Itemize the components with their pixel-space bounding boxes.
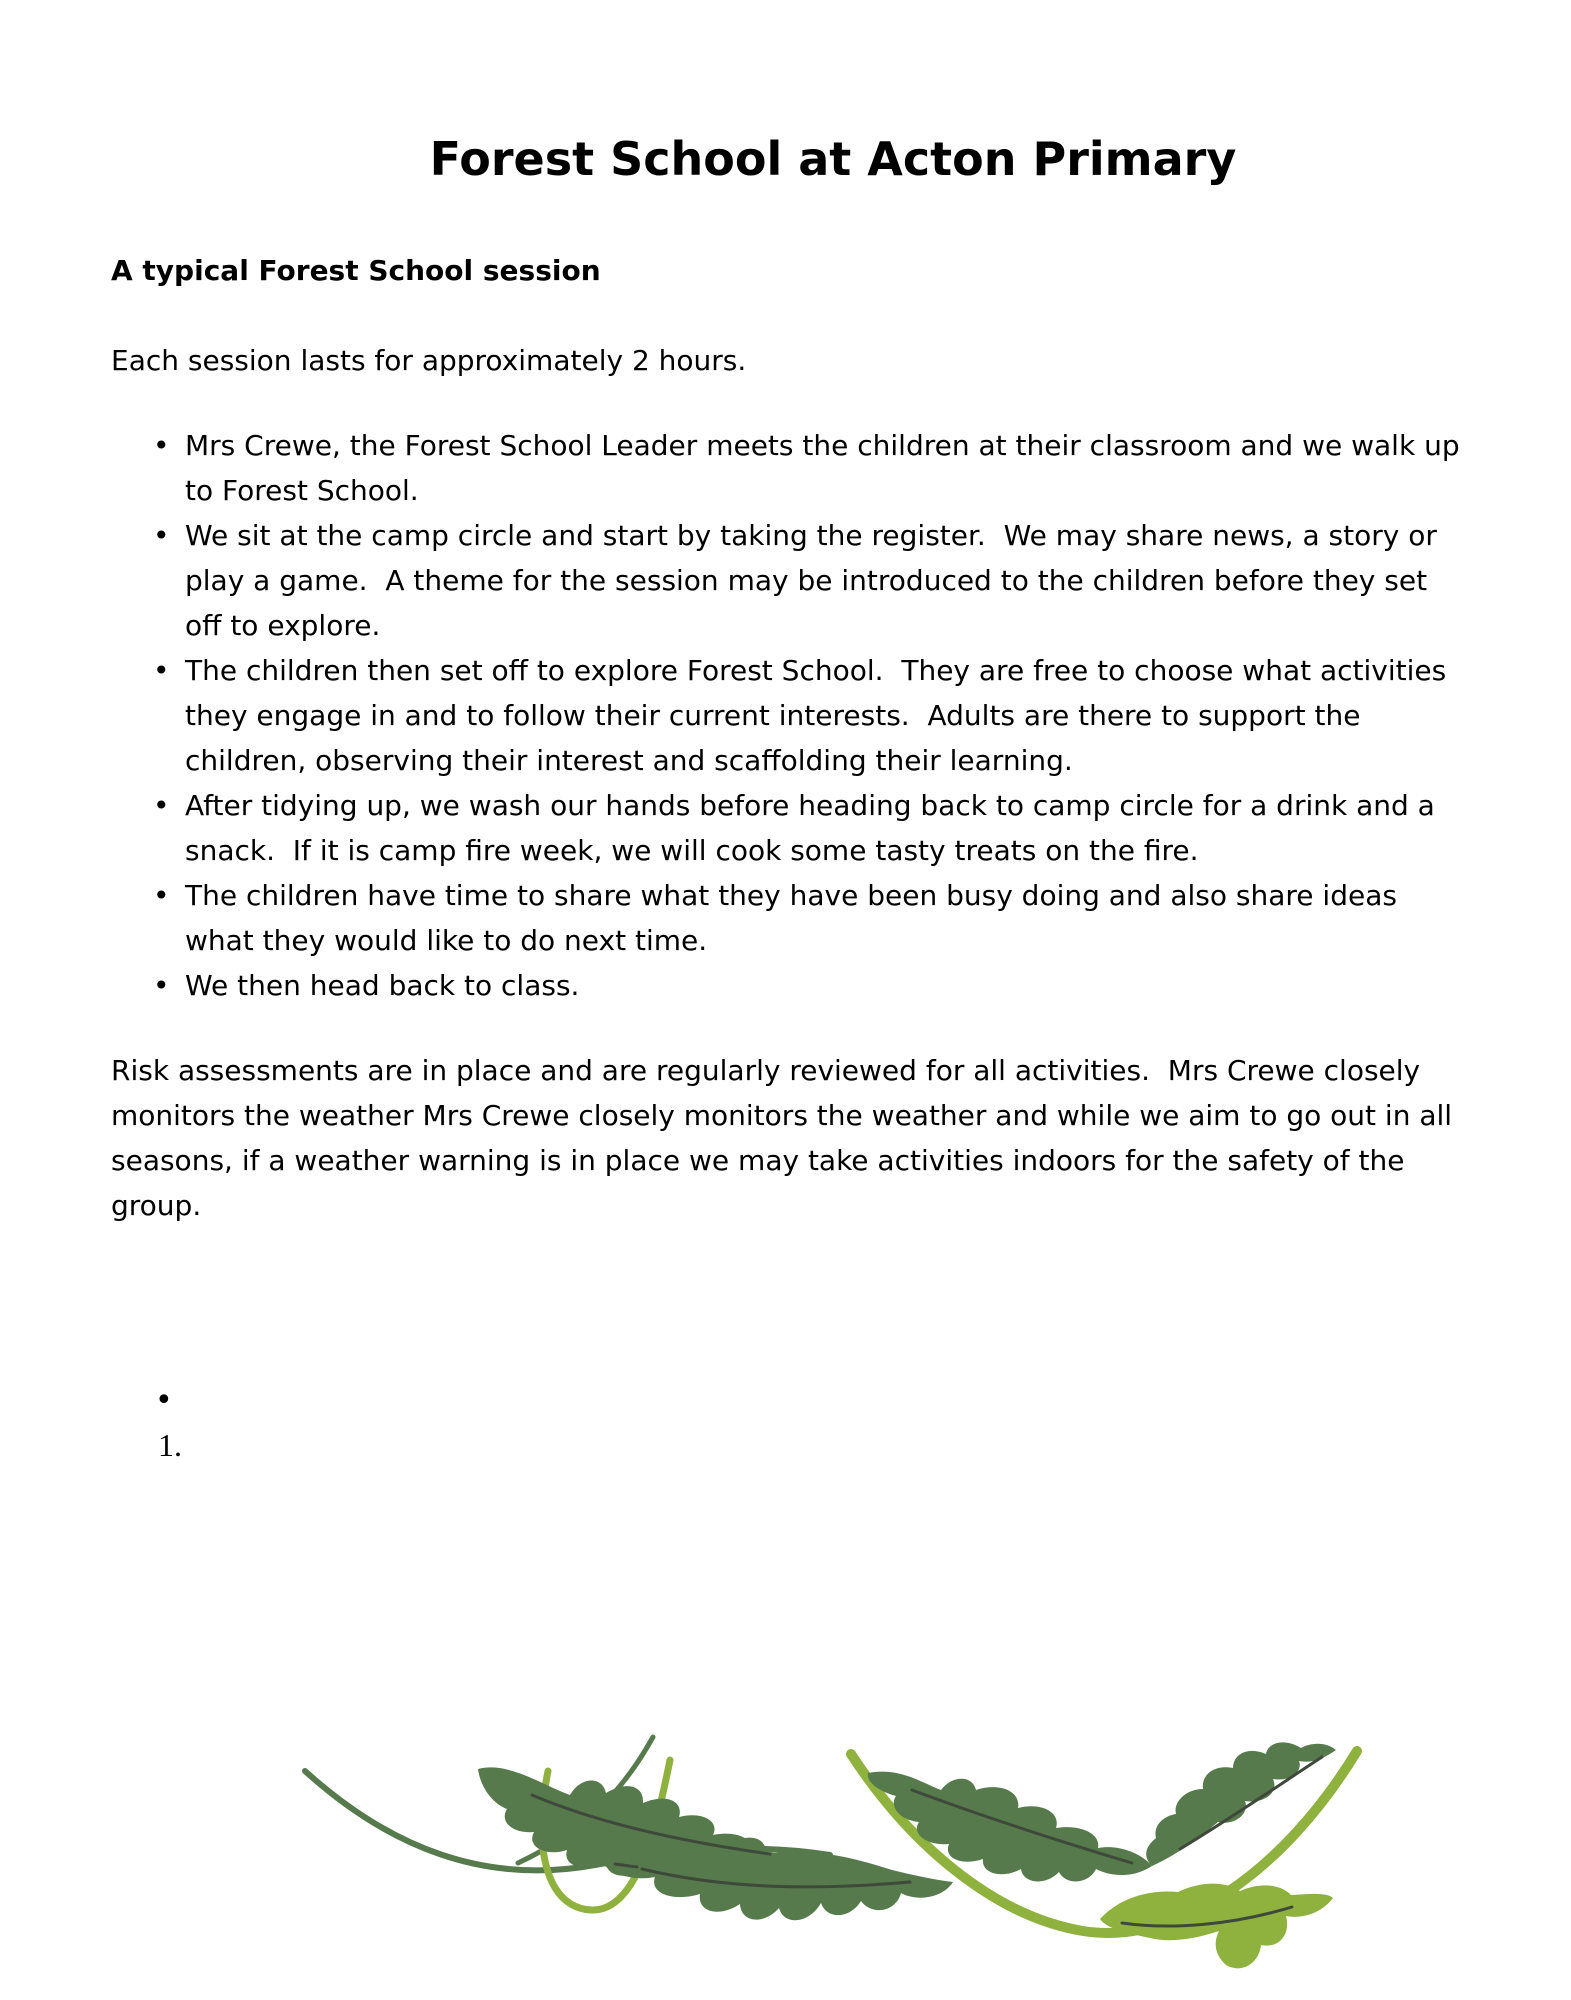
number-glyph: 1. [158,1427,182,1463]
empty-number-marker [111,1423,1471,1468]
section-heading: A typical Forest School session [111,254,601,287]
bullet-item: • The children then set off to explore Forest School. They are free to choose what activities they engage in and to follow their current interests. Adults are there to support the children, observing their interest and scaffolding their learning. [111,648,1471,783]
intro-paragraph: Each session lasts for approximately 2 hours. [111,344,747,377]
bullet-item: • We sit at the camp circle and start by taking the register. We may share news, a story or play a game. A theme for the session may be introduced to the children before they set off to explore. [111,513,1471,648]
bullet-item: • We then head back to class. [111,963,1471,1008]
bullet-item: • After tidying up, we wash our hands before heading back to camp circle for a drink and a snack. If it is camp fire week, we will cook some tasty treats on the fire. [111,783,1471,873]
empty-bullet-marker [111,1378,1471,1423]
document-title: Forest School at Acton Primary [429,132,1237,186]
closing-paragraph: Risk assessments are in place and are regularly reviewed for all activities. Mrs Crewe closely monitors the weather Mrs Crewe closely monitors the weather and while we aim to go out in all seasons, if a weather warning is in place we may take activities indoors for the safety of the group. [111,1054,1461,1222]
leaf-cluster-right-ascending [1146,1742,1336,1866]
session-bullet-list [111,423,1471,1008]
bullet-glyph: • [155,1383,173,1418]
leaf-vine-decoration [250,1733,1400,2000]
bullet-item: • Mrs Crewe, the Forest School Leader meets the children at their classroom and we walk up to Forest School. [111,423,1471,513]
bullet-item: • The children have time to share what they have been busy doing and also share ideas what they would like to do next time. [111,873,1471,963]
